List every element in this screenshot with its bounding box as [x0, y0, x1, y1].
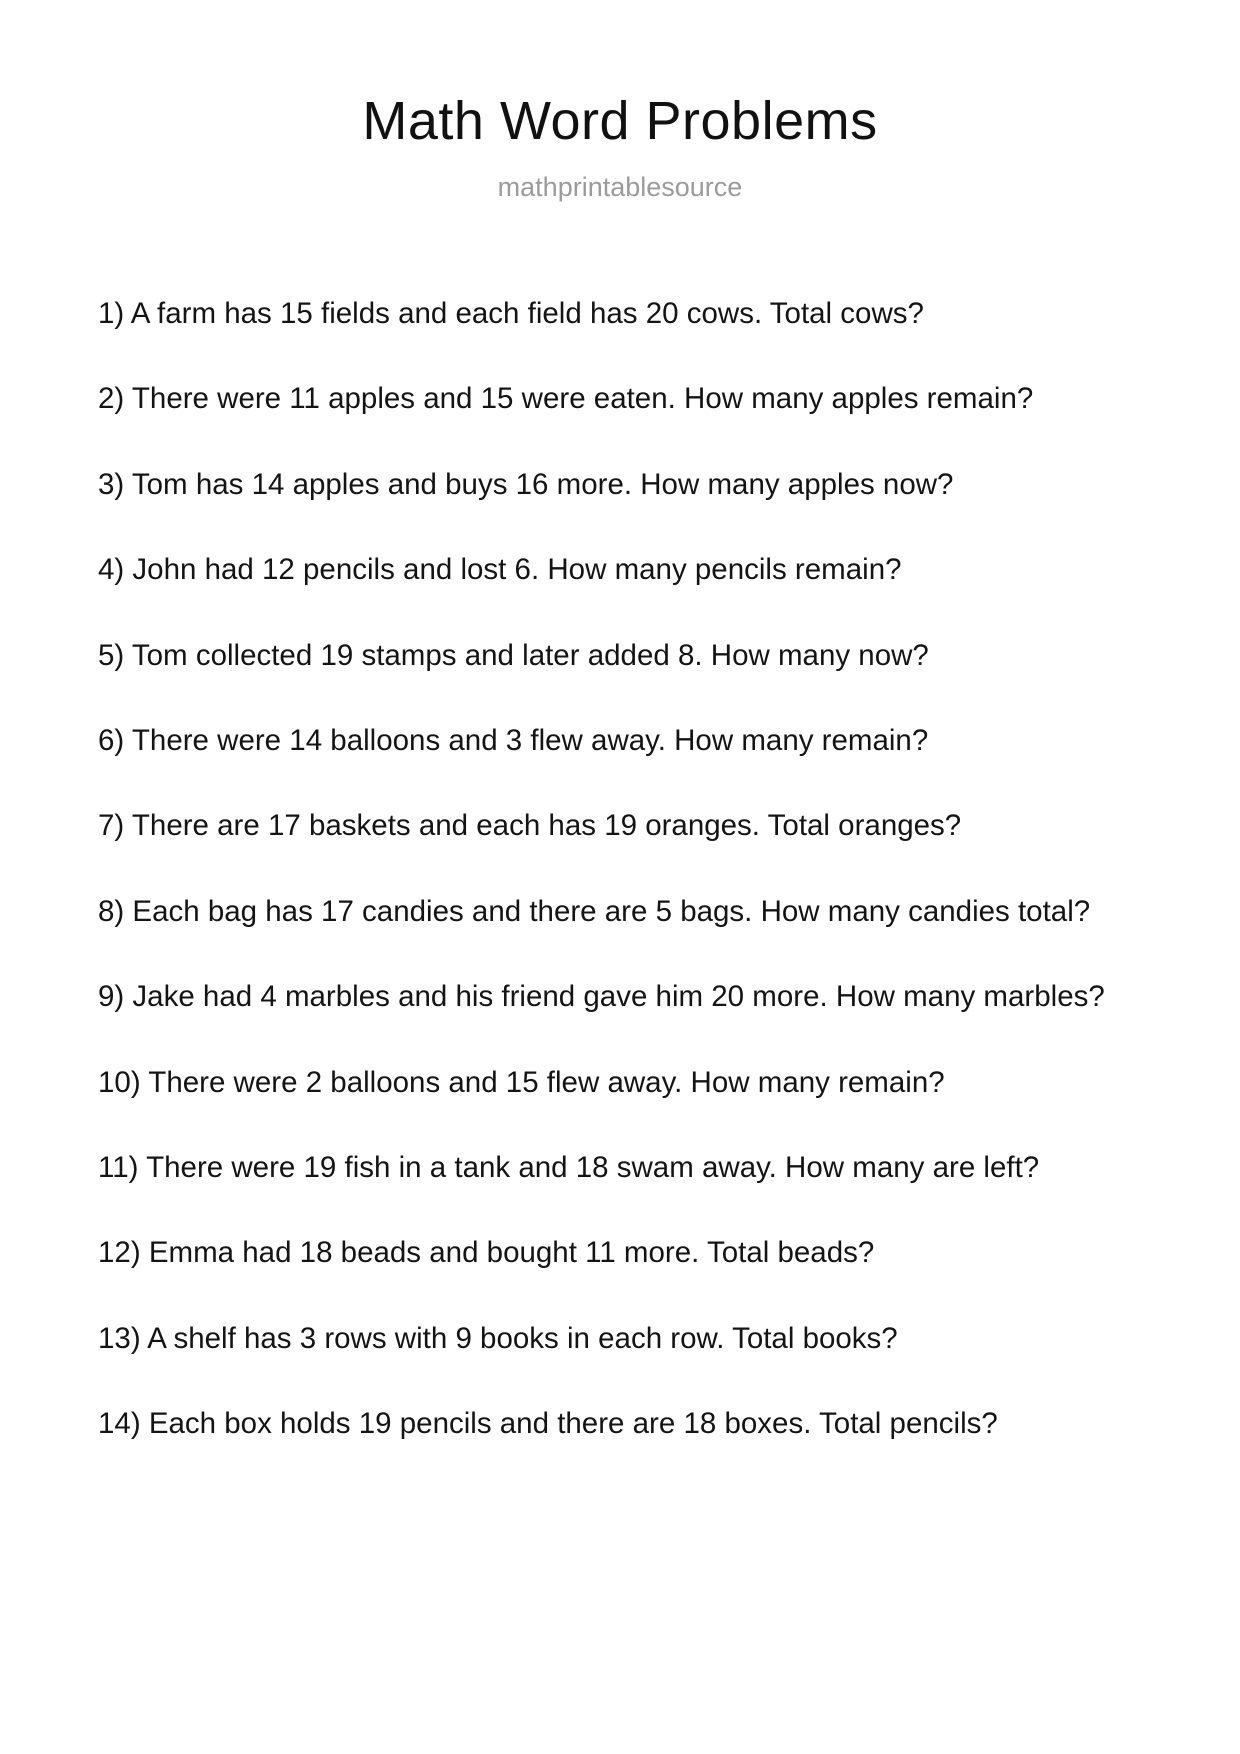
- list-item: 7) There are 17 baskets and each has 19 oranges. Total oranges?: [98, 809, 962, 843]
- list-item: 5) Tom collected 19 stamps and later added 8. How many now?: [98, 638, 929, 672]
- list-item: 8) Each bag has 17 candies and there are 5 bags. How many candies total?: [98, 894, 1091, 928]
- page-title: Math Word Problems: [362, 91, 878, 151]
- list-item: 13) A shelf has 3 rows with 9 books in each row. Total books?: [98, 1321, 898, 1355]
- list-item: 1) A farm has 15 fields and each field has 20 cows. Total cows?: [98, 297, 924, 330]
- list-item: 10) There were 2 balloons and 15 flew away. How many remain?: [98, 1065, 945, 1099]
- list-item: 12) Emma had 18 beads and bought 11 more. Total beads?: [98, 1236, 875, 1270]
- list-item: 3) Tom has 14 apples and buys 16 more. How many apples now?: [98, 467, 954, 501]
- page-subtitle: mathprintablesource: [497, 172, 743, 202]
- list-item: 11) There were 19 fish in a tank and 18 swam away. How many are left?: [98, 1150, 1040, 1184]
- problem-list: [98, 296, 1240, 1491]
- list-item: 6) There were 14 balloons and 3 flew away. How many remain?: [98, 723, 929, 757]
- list-item: 2) There were 11 apples and 15 were eaten. How many apples remain?: [98, 382, 1034, 416]
- list-item: 9) Jake had 4 marbles and his friend gave him 20 more. How many marbles?: [98, 980, 1105, 1014]
- list-item: 4) John had 12 pencils and lost 6. How many pencils remain?: [98, 553, 902, 587]
- list-item: 14) Each box holds 19 pencils and there are 18 boxes. Total pencils?: [98, 1407, 998, 1441]
